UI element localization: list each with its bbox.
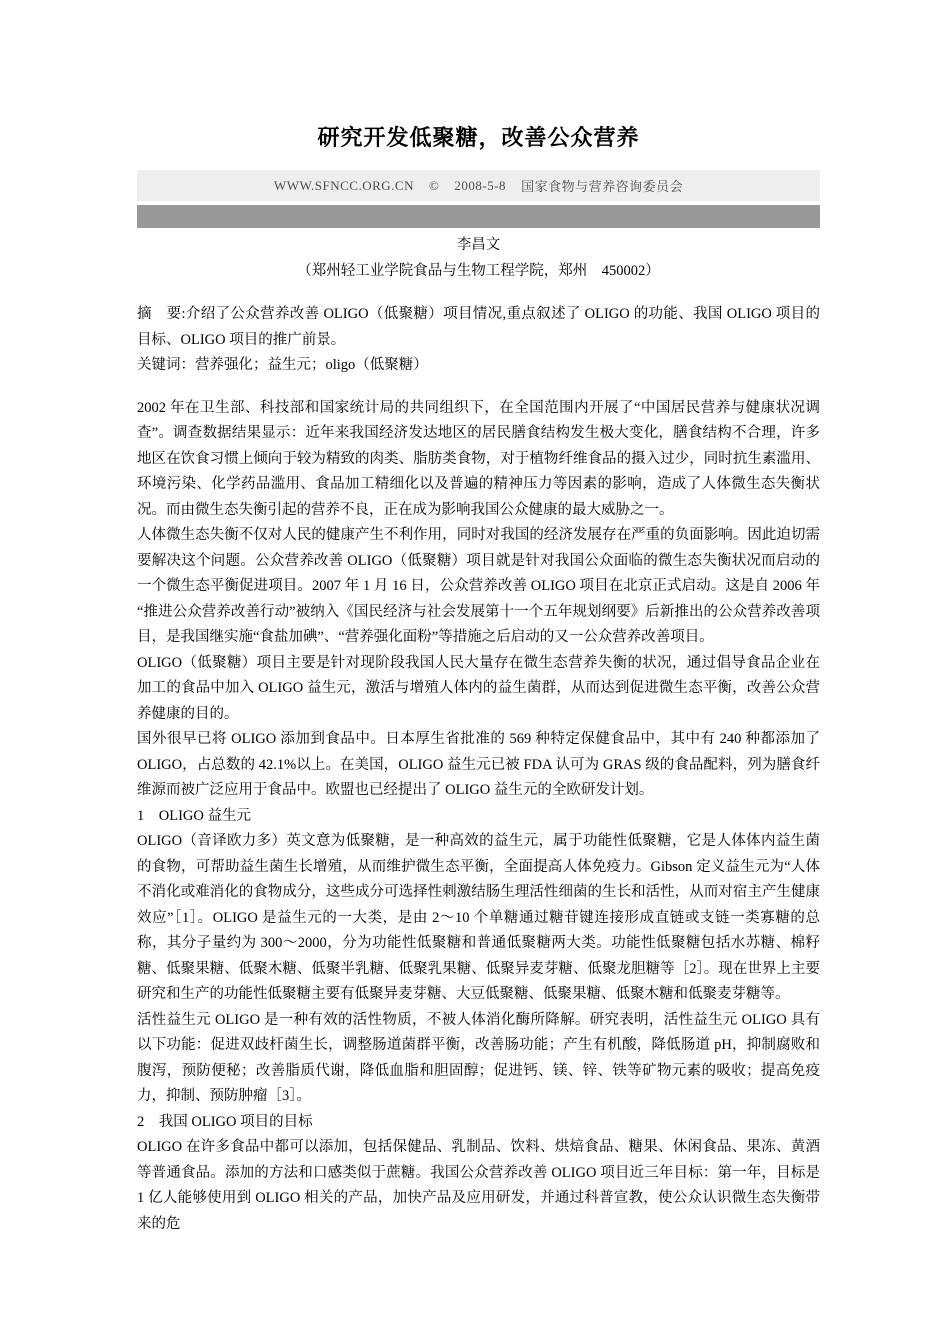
publish-date: 2008-5-8 [454,177,507,193]
body-paragraph: 人体微生态失衡不仅对人民的健康产生不利作用，同时对我国的经济发展存在严重的负面影响。因此迫切需要解决这个问题。公众营养改善 OLIGO（低聚糖）项目就是针对我国公众面临的微生态失衡状况而启动的一个微生态平衡促进项目。2007 年 1 月 16 日，公众营养改善 OLIGO 项目在北京正式启动。这是自 2006 年“推进公众营养改善行动”被纳入《国民经济与社会发展第十一个五年规划纲要》后新推出的公众营养改善项目，是我国继实施“食盐加碘”、“营养强化面粉”等措施之后启动的又一公众营养改善项目。 [137,527,820,645]
document-page [137,0,820,1237]
abstract-text: 摘 要:介绍了公众营养改善 OLIGO（低聚糖）项目情况,重点叙述了 OLIGO 的功能、我国 OLIGO 项目的目标、OLIGO 项目的推广前景。 [137,306,820,348]
body-paragraph: 国外很早已将 OLIGO 添加到食品中。日本厚生省批准的 569 种特定保健食品中，其中有 240 种都添加了 OLIGO，占总数的 42.1%以上。在美国，OLIGO 益生元已被 FDA 认可为 GRAS 级的食品配料，列为膳食纤维源而被广泛应用于食品中。欧盟也已经提出了 OLIGO 益生元的全欧研发计划。 [137,731,820,798]
body-paragraph: 2002 年在卫生部、科技部和国家统计局的共同组织下，在全国范围内开展了“中国居民营养与健康状况调查”。调查数据结果显示：近年来我国经济发达地区的居民膳食结构发生极大变化，膳食结构不合理，许多地区在饮食习惯上倾向于较为精致的肉类、脂肪类食物，对于植物纤维食品的摄入过少，同时抗生素滥用、环境污染、化学药品滥用、食品加工精细化以及普遍的精神压力等因素的影响，造成了人体微生态失衡状况。而由微生态失衡引起的营养不良，正在成为影响我国公众健康的最大威胁之一。 [137,399,820,518]
section-heading-1: 1 OLIGO 益生元 [137,807,251,824]
body-paragraph: OLIGO（低聚糖）项目主要是针对现阶段我国人民大量存在微生态营养失衡的状况，通过倡导食品企业在加工的食品中加入 OLIGO 益生元，激活与增殖人体内的益生菌群，从而达到促进微生态平衡，改善公众营养健康的目的。 [137,654,820,722]
keywords-text: 关键词：营养强化；益生元；oligo（低聚糖） [137,357,428,373]
copyright-icon: © [429,177,440,193]
body-paragraph: OLIGO（音译欧力多）英文意为低聚糖，是一种高效的益生元，属于功能性低聚糖，它是人体体内益生菌的食物，可帮助益生菌生长增殖，从而维护微生态平衡，全面提高人体免疫力。Gibson 定义益生元为“人体不消化或难消化的食物成分，这些成分可选择性刺激结肠生理活性细菌的生长和活性，从而对宿主产生健康效应”［1］。OLIGO 是益生元的一大类，是由 2～10 个单糖通过糖苷键连接形成直链或支链一类寡糖的总称，其分子量约为 300～2000，分为功能性低聚糖和普通低聚糖两大类。功能性低聚糖包括水苏糖、棉籽糖、低聚果糖、低聚木糖、低聚半乳糖、低聚乳果糖、低聚异麦芽糖、低聚龙胆糖等［2］。现在世界上主要研究和生产的功能性低聚糖主要有低聚异麦芽糖、大豆低聚糖、低聚果糖、低聚木糖和低聚麦芽糖等。 [137,833,820,1002]
body-paragraph: OLIGO 在许多食品中都可以添加，包括保健品、乳制品、饮料、烘焙食品、糖果、休闲食品、果冻、黄酒等普通食品。添加的方法和口感类似于蔗糖。我国公众营养改善 OLIGO 项目近三年目标：第一年，目标是 1 亿人能够使用到 OLIGO 相关的产品，加快产品及应用研发，并通过科普宣教，使公众认识微生态失衡带来的危 [137,1139,820,1232]
source-website: WWW.SFNCC.ORG.CN [273,177,414,193]
body-paragraph: 活性益生元 OLIGO 是一种有效的活性物质，不被人体消化酶所降解。研究表明，活性益生元 OLIGO 具有以下功能：促进双歧杆菌生长，调整肠道菌群平衡，改善肠功能；产生有机酸，降低肠道 pH，抑制腐败和腹泻，预防便秘；改善脂质代谢，降低血脂和胆固醇；促进钙、镁、锌、铁等矿物元素的吸收；提高免疫力，抑制、预防肿瘤［3］。 [137,1011,820,1104]
section-heading-2: 2 我国 OLIGO 项目的目标 [137,1113,313,1130]
divider-bar [137,205,820,228]
article-body [137,396,820,1238]
author-affiliation: （郑州轻工业学院食品与生物工程学院，郑州 450002） [297,263,660,279]
source-organization: 国家食物与营养咨询委员会 [521,179,684,194]
page-title: 研究开发低聚糖，改善公众营养 [317,125,640,150]
abstract-section [137,302,820,379]
author-name: 李昌文 [456,237,501,253]
source-info-bar [137,170,820,201]
